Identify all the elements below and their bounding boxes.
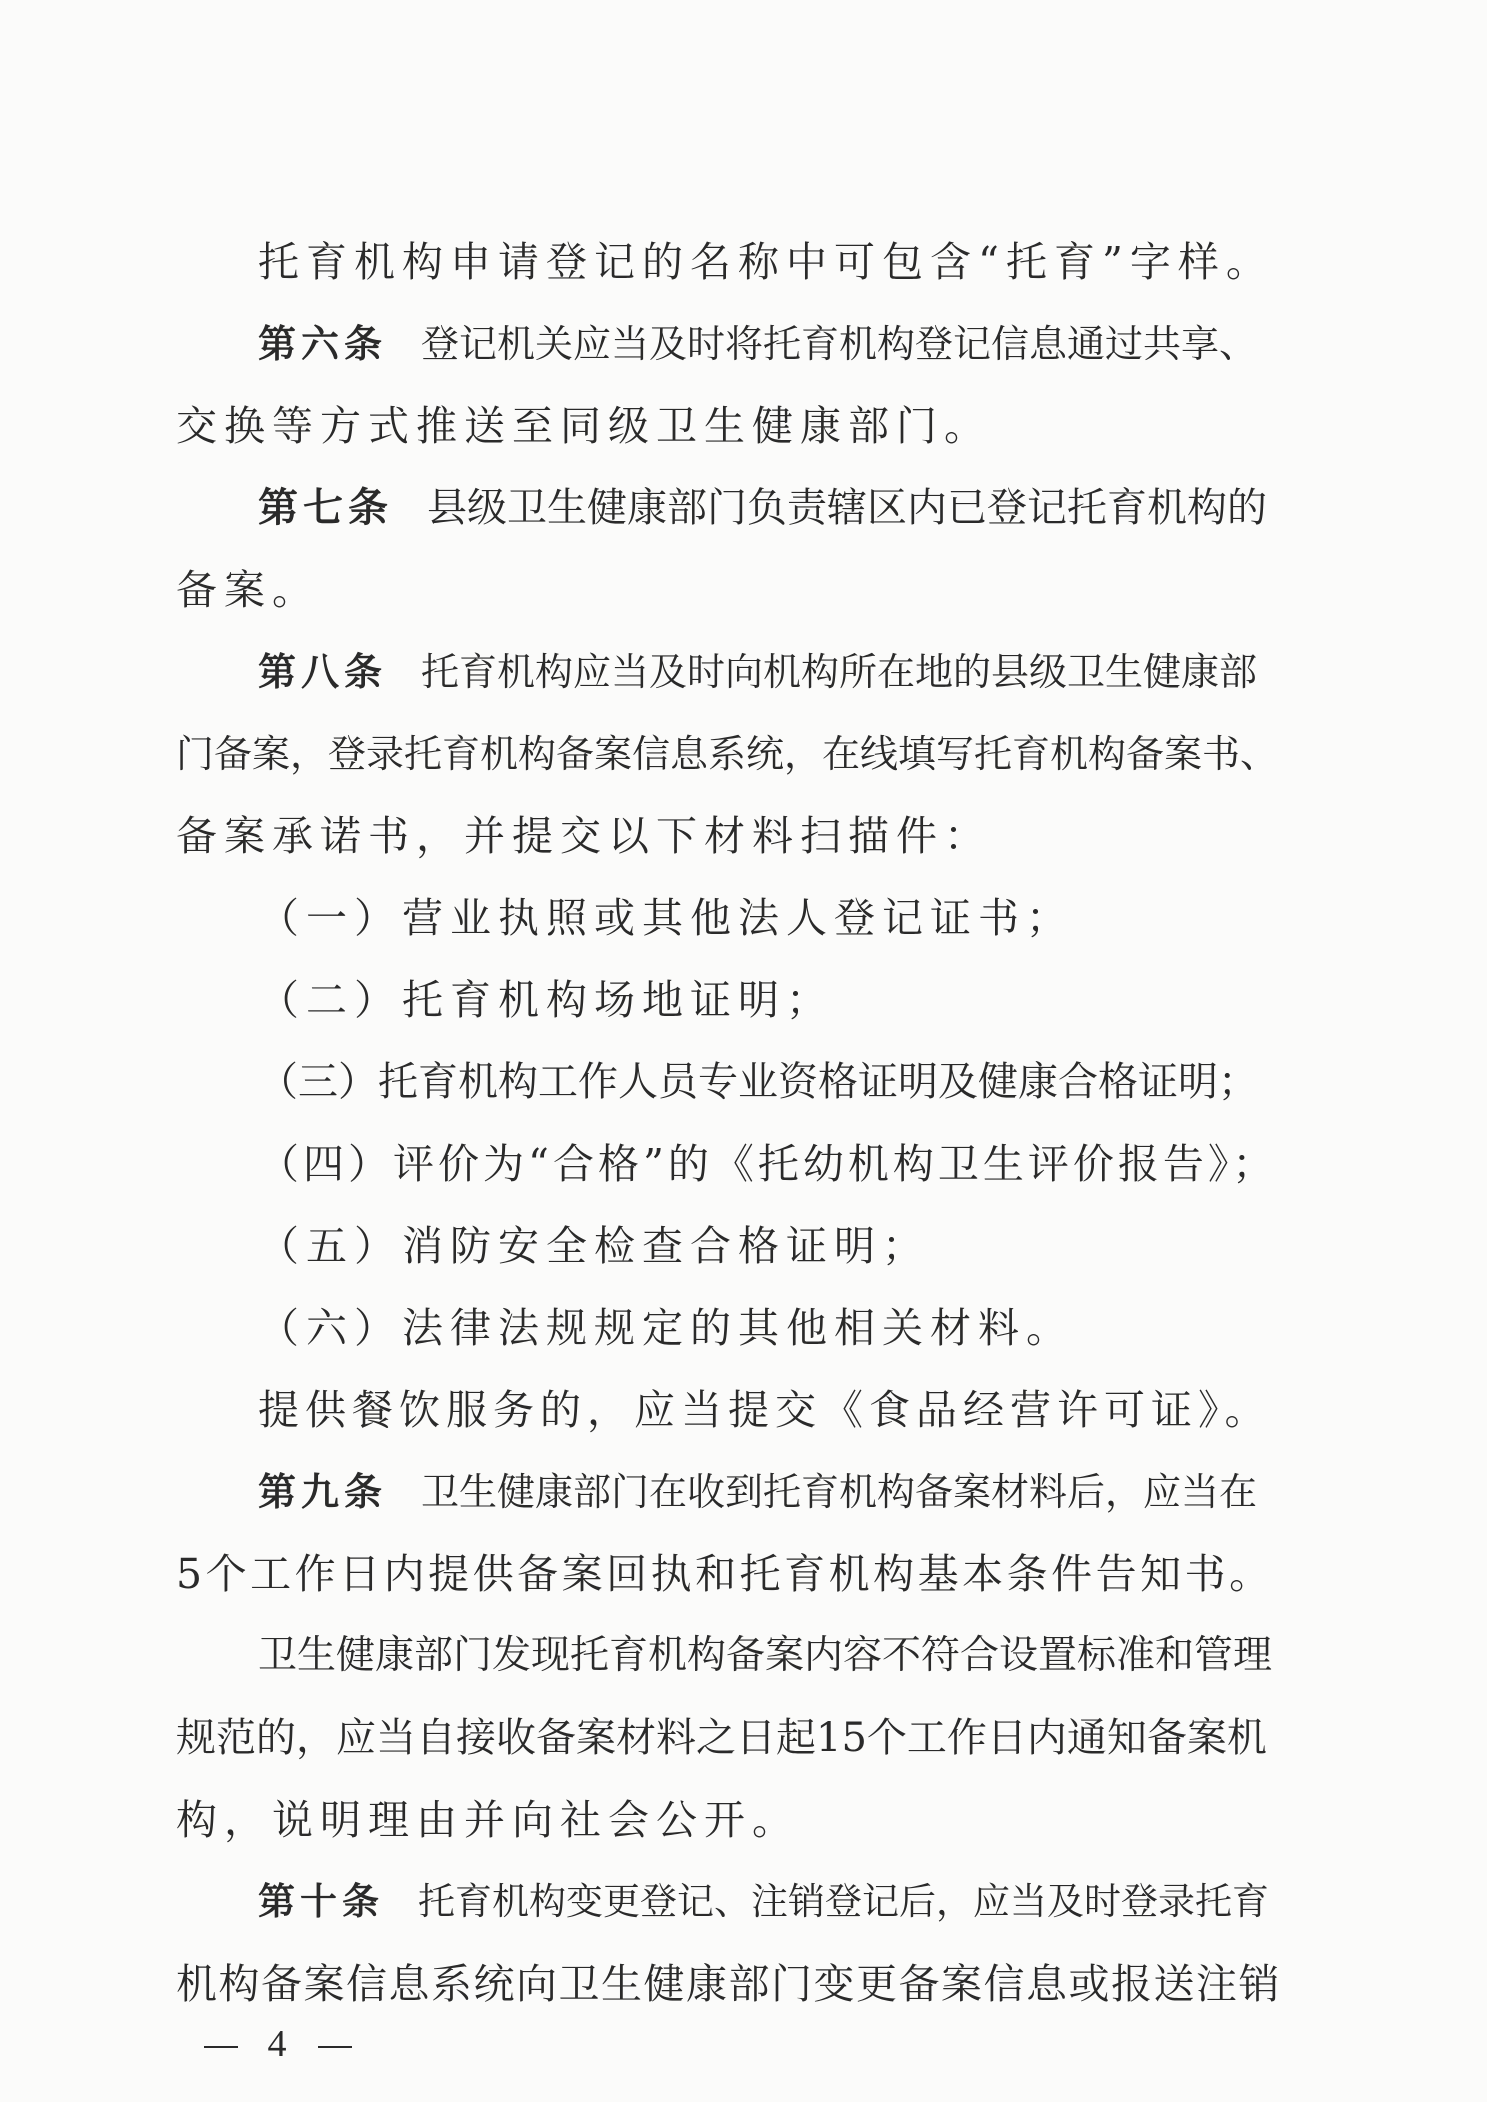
paragraph-text: （五）消防安全检查合格证明； xyxy=(258,1222,930,1270)
page-number-left-dash xyxy=(204,2046,238,2048)
paragraph-text: 登记机关应当及时将托育机构登记信息通过共享、 xyxy=(421,322,1258,366)
paragraph-text: 卫生健康部门发现托育机构备案内容不符合设置标准和管理 xyxy=(258,1633,1273,1678)
paragraph-text: 交换等方式推送至同级卫生健康部门。 xyxy=(176,402,992,450)
paragraph-first-line xyxy=(176,1878,1281,1926)
paragraph-first-line xyxy=(176,894,1281,942)
article-number: 第六条 xyxy=(258,322,388,366)
paragraph-text: 卫生健康部门在收到托育机构备案材料后，应当在 xyxy=(421,1470,1258,1514)
paragraph-line xyxy=(176,1714,1281,1762)
paragraph-text: 备案承诺书，并提交以下材料扫描件： xyxy=(176,812,992,860)
paragraph-line xyxy=(176,730,1281,778)
article-number: 第十条 xyxy=(258,1880,384,1923)
paragraph-first-line xyxy=(176,976,1281,1024)
document-body xyxy=(176,238,1281,2042)
paragraph-text: （一）营业执照或其他法人登记证书； xyxy=(258,894,1074,942)
page-number-value: 4 xyxy=(267,2023,289,2065)
paragraph-text: 托育机构变更登记、注销登记后，应当及时登录托育 xyxy=(418,1880,1269,1923)
paragraph-first-line xyxy=(176,1058,1281,1106)
paragraph-first-line xyxy=(176,648,1281,696)
paragraph-first-line xyxy=(176,320,1281,368)
paragraph-first-line xyxy=(176,1222,1281,1270)
paragraph-first-line xyxy=(176,238,1281,286)
paragraph-text: 门备案，登录托育机构备案信息系统，在线填写托育机构备案书、 xyxy=(176,732,1279,776)
paragraph-line xyxy=(176,566,1281,614)
paragraph-text: 县级卫生健康部门负责辖区内已登记托育机构的 xyxy=(427,485,1267,531)
paragraph-text: 提供餐饮服务的，应当提交《食品经营许可证》。 xyxy=(258,1386,1272,1434)
paragraph-line xyxy=(176,1960,1281,2008)
paragraph-text: （四）评价为“合格”的《托幼机构卫生评价报告》； xyxy=(258,1140,1278,1188)
page-number xyxy=(204,2022,352,2066)
paragraph-text: 机构备案信息系统向卫生健康部门变更备案信息或报送注销 xyxy=(176,1960,1281,2008)
paragraph-first-line xyxy=(176,484,1281,532)
paragraph-text: 规范的，应当自接收备案材料之日起15个工作日内通知备案机 xyxy=(176,1715,1267,1761)
paragraph-line xyxy=(176,402,1281,450)
article-number: 第七条 xyxy=(258,485,393,531)
paragraph-text: 托育机构申请登记的名称中可包含“托育”字样。 xyxy=(258,238,1274,286)
paragraph-line xyxy=(176,1796,1281,1844)
paragraph-text: （三）托育机构工作人员专业资格证明及健康合格证明； xyxy=(258,1059,1258,1105)
paragraph-text: （二）托育机构场地证明； xyxy=(258,976,834,1024)
article-number: 第八条 xyxy=(258,650,388,694)
paragraph-text: 托育机构应当及时向机构所在地的县级卫生健康部 xyxy=(421,650,1258,694)
paragraph-first-line xyxy=(176,1140,1281,1188)
paragraph-text: 构，说明理由并向社会公开。 xyxy=(176,1796,800,1844)
paragraph-first-line xyxy=(176,1304,1281,1352)
paragraph-first-line xyxy=(176,1632,1281,1680)
paragraph-first-line xyxy=(176,1468,1281,1516)
page-number-right-dash xyxy=(318,2046,352,2048)
paragraph-line xyxy=(176,812,1281,860)
paragraph-text: 5个工作日内提供备案回执和托育机构基本条件告知书。 xyxy=(176,1550,1274,1598)
paragraph-text: （六）法律法规规定的其他相关材料。 xyxy=(258,1304,1074,1352)
paragraph-line xyxy=(176,1550,1281,1598)
article-number: 第九条 xyxy=(258,1470,388,1514)
paragraph-first-line xyxy=(176,1386,1281,1434)
paragraph-text: 备案。 xyxy=(176,566,320,614)
